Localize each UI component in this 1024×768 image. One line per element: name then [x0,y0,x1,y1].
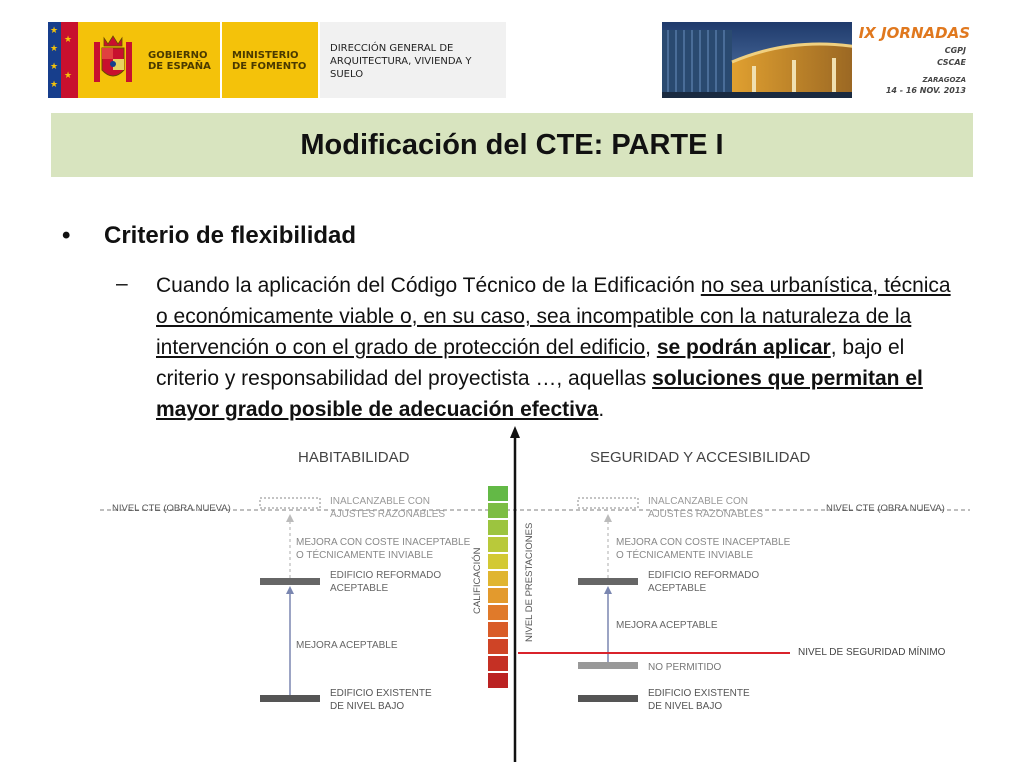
star-icon: ★ [50,43,59,53]
seguridad-title: SEGURIDAD Y ACCESIBILIDAD [590,449,811,466]
event-line-city: ZARAGOZA [922,76,966,84]
left-inalcanzable-1: INALCANZABLE CON [330,496,431,507]
right-reformado-bar [578,578,638,585]
left-reformado-2: ACEPTABLE [330,583,389,594]
star-icon: ★ [50,79,59,89]
left-mejora-aceptable: MEJORA ACEPTABLE [296,640,398,651]
left-existente-2: DE NIVEL BAJO [330,701,405,712]
right-dotted-bar [578,498,638,508]
star-icon: ★ [50,61,59,71]
para-seg-underlined: no sea urbanística, técnica o económicamente viable o, en su caso, sea incompatible con la naturaleza de la intervención o con el grado de protección del edificio [156,274,951,359]
gov-logo-text: GOBIERNO DE ESPAÑA [148,50,211,72]
left-existente-1: EDIFICIO EXISTENTE [330,688,432,699]
scale-block [488,537,508,552]
star-icon: ★ [64,70,73,80]
gobierno-de-espana-logo [48,22,220,98]
axis-arrowhead [510,426,520,438]
right-reformado-1: EDIFICIO REFORMADO [648,570,760,581]
right-no-permitido: NO PERMITIDO [648,662,722,673]
event-line-cscae: CSCAE [937,58,966,67]
performance-diagram [100,424,970,764]
calificacion-scale [488,486,508,688]
calificacion-label: CALIFICACIÓN [472,547,483,614]
bullet-symbol: • [62,222,71,249]
para-seg-bold-underlined-1: se podrán aplicar [656,336,831,359]
para-seg-bold-underlined-2: soluciones que permitan el mayor grado posible de adecuación efectiva [156,367,923,421]
sub-item-paragraph [156,270,956,425]
event-title: IX JORNADAS [858,24,970,42]
right-no-permitido-bar [578,662,638,669]
building-photo [662,22,882,98]
ministerio-de-fomento-logo [222,22,318,98]
left-reformado-1: EDIFICIO REFORMADO [330,570,442,581]
page-title: Modificación del CTE: PARTE I [300,128,724,161]
left-mejora-coste-1: MEJORA CON COSTE INACEPTABLE [296,537,471,548]
right-inalcanzable-2: AJUSTES RAZONABLES [648,509,764,520]
scale-block [488,605,508,620]
para-seg-5: , bajo el criterio y responsabilidad del proyectista …, aquellas [156,336,905,390]
right-existente-1: EDIFICIO EXISTENTE [648,688,750,699]
left-existente-bar [260,695,320,702]
left-reformado-bar [260,578,320,585]
ministry-text: MINISTERIO DE FOMENTO [232,50,307,72]
left-dotted-bar [260,498,320,508]
left-mejora-coste-2: O TÉCNICAMENTE INVIABLE [296,550,434,561]
scale-block [488,554,508,569]
star-icon: ★ [50,25,59,35]
event-line-cgpj: CGPJ [944,46,966,55]
direction-text: DIRECCIÓN GENERAL DE ARQUITECTURA, VIVIENDA Y SUELO [330,43,472,80]
nivel-cte-right-label: NIVEL CTE (OBRA NUEVA) [826,503,945,514]
para-seg-3: , [645,336,657,359]
scale-block [488,503,508,518]
star-icon: ★ [64,34,73,44]
title-bar [51,113,973,177]
nivel-prestaciones-label: NIVEL DE PRESTACIONES [524,522,535,642]
event-line-dates: 14 - 16 NOV. 2013 [885,86,966,95]
right-existente-2: DE NIVEL BAJO [648,701,723,712]
coat-of-arms-icon [88,34,138,88]
right-arrowhead-upper [604,514,612,522]
habitabilidad-title: HABITABILIDAD [298,449,410,466]
right-arrowhead-lower [604,586,612,594]
right-mejora-aceptable: MEJORA ACEPTABLE [616,620,718,631]
eu-flag-strip [48,22,78,98]
right-mejora-coste-1: MEJORA CON COSTE INACEPTABLE [616,537,791,548]
left-inalcanzable-2: AJUSTES RAZONABLES [330,509,446,520]
right-reformado-2: ACEPTABLE [648,583,707,594]
scale-block [488,588,508,603]
event-banner [662,22,974,98]
nivel-seguridad-label: NIVEL DE SEGURIDAD MÍNIMO [798,647,946,658]
right-mejora-coste-2: O TÉCNICAMENTE INVIABLE [616,550,754,561]
left-arrowhead-lower [286,586,294,594]
left-arrowhead-upper [286,514,294,522]
para-seg-7: . [598,398,605,421]
para-seg-1: Cuando la aplicación del Código Técnico de la Edificación [156,274,701,297]
scale-block [488,622,508,637]
nivel-cte-left-label: NIVEL CTE (OBRA NUEVA) [112,503,231,514]
event-info [852,22,974,98]
right-existente-bar [578,695,638,702]
direction-box [320,22,506,98]
bullet-heading: Criterio de flexibilidad [104,222,357,249]
sub-item-dash: – [116,272,128,295]
scale-block [488,639,508,654]
scale-block [488,673,508,688]
scale-block [488,520,508,535]
scale-block [488,486,508,501]
scale-block [488,571,508,586]
scale-block [488,656,508,671]
right-inalcanzable-1: INALCANZABLE CON [648,496,749,507]
